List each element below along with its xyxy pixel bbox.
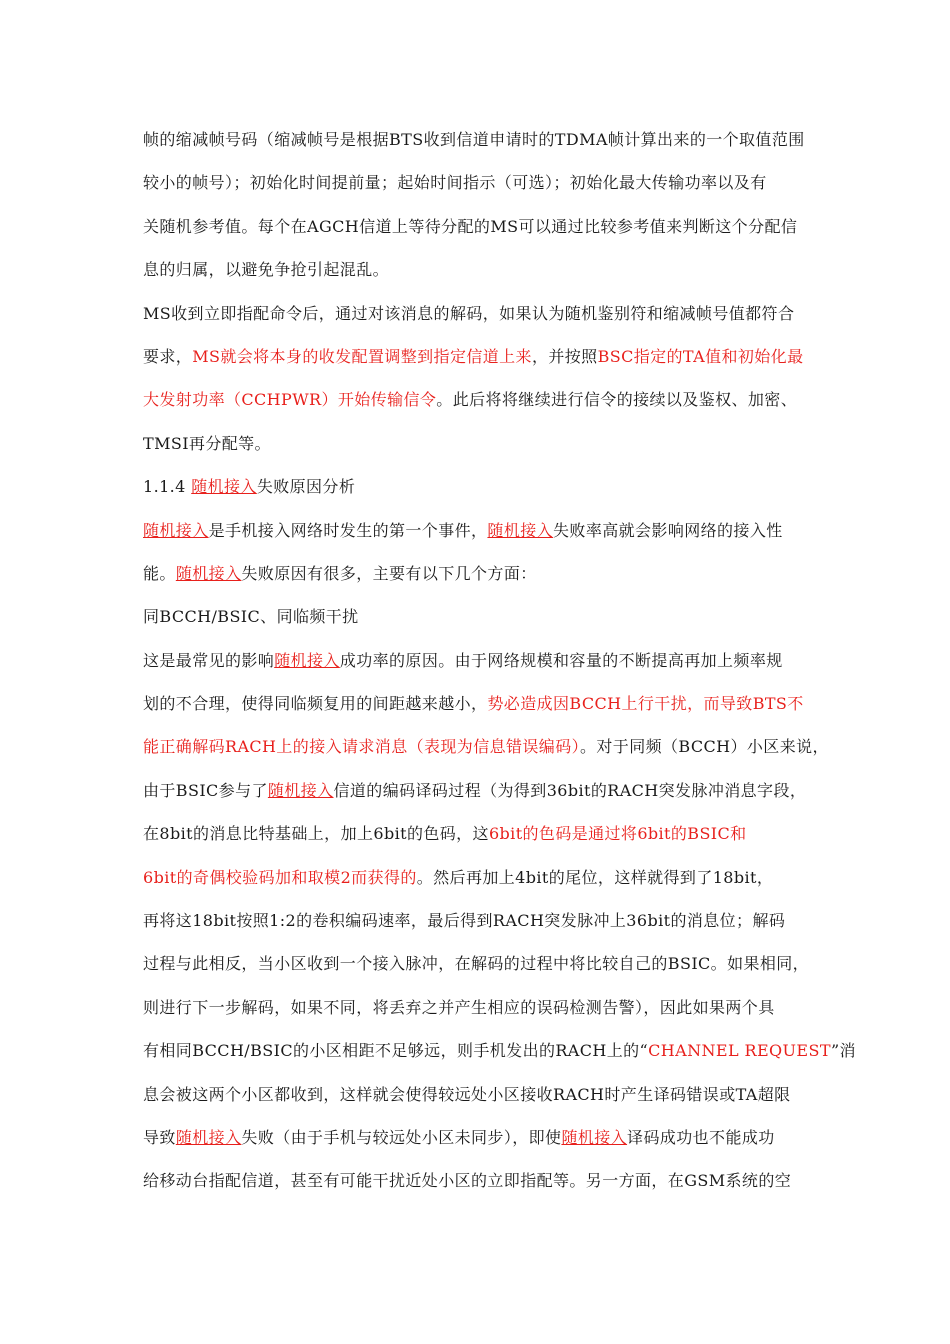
highlighted-text: BSC指定的TA值和初始化最 bbox=[597, 346, 804, 366]
highlighted-text: 6bit的奇偶校验码加和取模2而获得的 bbox=[143, 867, 417, 887]
body-text: 能。 bbox=[143, 563, 176, 583]
highlighted-text: MS就会将本身的收发配置调整到指定信道上来 bbox=[192, 346, 532, 366]
body-text: 是手机接入网络时发生的第一个事件， bbox=[208, 520, 488, 540]
body-text: 失败（由于手机与较远处小区未同步），即使 bbox=[241, 1127, 562, 1147]
document-body bbox=[143, 118, 856, 1203]
text-line bbox=[143, 769, 823, 812]
body-text: 帧的缩减帧号码（缩减帧号是根据BTS收到信道申请时的TDMA帧计算出来的一个取值范围 bbox=[143, 130, 805, 149]
text-line bbox=[143, 378, 823, 421]
body-text: 失败率高就会影响网络的接入性 bbox=[553, 520, 783, 540]
text-line bbox=[143, 1116, 823, 1159]
body-text: 过程与此相反，当小区收到一个接入脉冲，在解码的过程中将比较自己的BSIC。如果相同， bbox=[143, 954, 810, 974]
text-line bbox=[143, 639, 823, 682]
body-text: 。然后再加上4bit的尾位，这样就得到了18bit， bbox=[416, 867, 774, 887]
body-text: 成功率的原因。由于网络规模和容量的不断提高再加上频率规 bbox=[339, 650, 783, 670]
body-text: 。对于同频（BCCH）小区来说， bbox=[580, 737, 829, 757]
text-line bbox=[143, 856, 823, 899]
text-line bbox=[143, 422, 823, 465]
body-text: TMSI再分配等。 bbox=[143, 433, 271, 453]
keyword-link[interactable]: 随机接入 bbox=[143, 520, 209, 540]
text-line bbox=[143, 1159, 823, 1202]
body-text: 划的不合理，使得同临频复用的间距越来越小， bbox=[143, 694, 488, 714]
text-line bbox=[143, 899, 823, 942]
text-line bbox=[143, 595, 823, 638]
body-text: 在8bit的消息比特基础上，加上6bit的色码，这 bbox=[143, 824, 489, 844]
body-text: MS收到立即指配命令后，通过对该消息的解码，如果认为随机鉴别符和缩减帧号值都符合 bbox=[143, 303, 795, 323]
body-text: 这是最常见的影响 bbox=[143, 650, 275, 670]
text-line bbox=[143, 292, 823, 335]
text-line bbox=[143, 725, 829, 768]
body-text: 息的归属，以避免争抢引起混乱。 bbox=[143, 260, 390, 280]
keyword-link[interactable]: 随机接入 bbox=[561, 1127, 628, 1147]
body-text: 译码成功也不能成功 bbox=[627, 1127, 775, 1147]
text-line bbox=[143, 161, 823, 204]
body-text: 失败原因分析 bbox=[256, 477, 356, 497]
body-text: 1.1.4 bbox=[143, 477, 192, 497]
body-text: 同BCCH/BSIC、同临频干扰 bbox=[143, 607, 359, 627]
highlighted-text: 能正确解码RACH上的接入请求消息（表现为信息错误编码） bbox=[143, 737, 580, 757]
highlighted-text: 势必造成因BCCH上行干扰，而导致BTS不 bbox=[487, 694, 804, 714]
body-text: 要求， bbox=[143, 346, 193, 366]
body-text: ”消 bbox=[830, 1041, 856, 1061]
text-line bbox=[143, 942, 823, 985]
keyword-link[interactable]: 随机接入 bbox=[274, 650, 340, 670]
text-line bbox=[143, 1073, 823, 1116]
body-text: 再将这18bit按照1:2的卷积编码速率，最后得到RACH突发脉冲上36bit的消息位；解码 bbox=[143, 911, 786, 931]
highlighted-text: 6bit的色码是通过将6bit的BSIC和 bbox=[488, 824, 747, 844]
text-line bbox=[143, 335, 823, 378]
body-text: 由于BSIC参与了 bbox=[143, 780, 268, 800]
text-line bbox=[143, 509, 823, 552]
body-text: 有相同BCCH/BSIC的小区相距不足够远，则手机发出的RACH上的“ bbox=[143, 1041, 649, 1061]
keyword-link[interactable]: 随机接入 bbox=[487, 520, 554, 540]
body-text: 。此后将将继续进行信令的接续以及鉴权、加密、 bbox=[436, 390, 798, 410]
body-text: ，并按照 bbox=[531, 346, 598, 366]
text-line bbox=[143, 682, 823, 725]
body-text: 信道的编码译码过程（为得到36bit的RACH突发脉冲消息字段， bbox=[333, 780, 807, 800]
body-text: 关随机参考值。每个在AGCH信道上等待分配的MS可以通过比较参考值来判断这个分配信 bbox=[143, 216, 798, 236]
text-line bbox=[143, 465, 823, 508]
body-text: 给移动台指配信道，甚至有可能干扰近处小区的立即指配等。另一方面，在GSM系统的空 bbox=[143, 1171, 792, 1191]
body-text: 较小的帧号）；初始化时间提前量；起始时间指示（可选）；初始化最大传输功率以及有 bbox=[143, 173, 767, 193]
body-text: 导致 bbox=[143, 1127, 176, 1147]
text-line bbox=[143, 248, 823, 291]
text-line bbox=[143, 118, 823, 161]
text-line bbox=[143, 812, 823, 855]
body-text: 则进行下一步解码，如果不同，将丢弃之并产生相应的误码检测告警），因此如果两个具 bbox=[143, 997, 775, 1017]
body-text: 息会被这两个小区都收到，这样就会使得较远处小区接收RACH时产生译码错误或TA超限 bbox=[143, 1084, 791, 1104]
keyword-link[interactable]: 随机接入 bbox=[267, 780, 334, 800]
keyword-link[interactable]: 随机接入 bbox=[191, 477, 257, 497]
keyword-link[interactable]: 随机接入 bbox=[175, 563, 242, 583]
text-line bbox=[143, 205, 823, 248]
text-line bbox=[143, 986, 823, 1029]
highlighted-text: CHANNEL REQUEST bbox=[648, 1041, 831, 1061]
highlighted-text: 大发射功率（CCHPWR）开始传输信令 bbox=[143, 390, 437, 410]
keyword-link[interactable]: 随机接入 bbox=[175, 1127, 242, 1147]
text-line bbox=[143, 552, 823, 595]
text-line bbox=[143, 1029, 856, 1072]
body-text: 失败原因有很多，主要有以下几个方面： bbox=[241, 563, 537, 583]
